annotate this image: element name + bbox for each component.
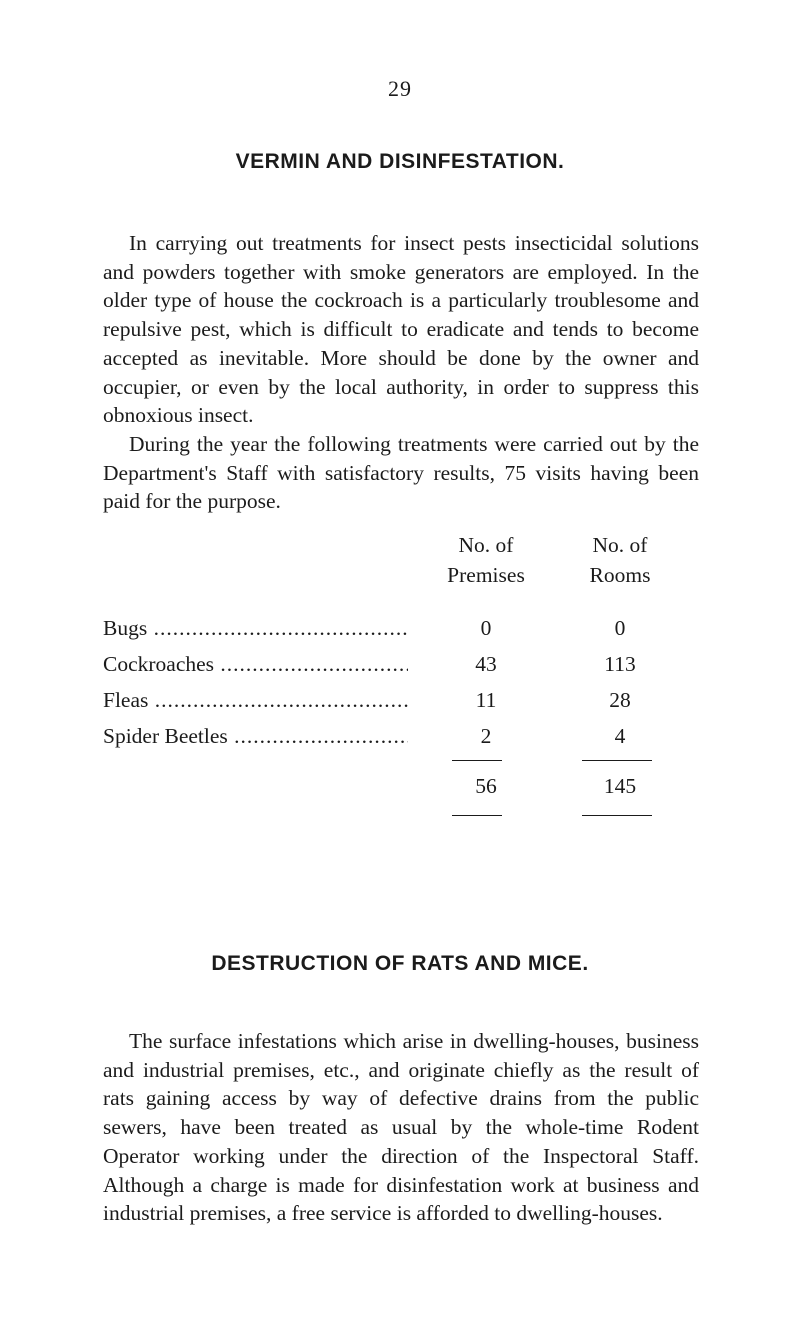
paragraph-treatments: During the year the following treatments were carried out by the Department's Staff with satisfactory results, 75 visits having been paid for the purpose.: [103, 432, 699, 514]
premises-value: 11: [475, 688, 497, 712]
paragraph-rats-mice: The surface infestations which arise in dwelling-houses, business and industrial premises, etc., and originate chiefly as the result of rats gaining access by way of defective drains from the public sewers, have been treated as usual by the whole-time Rodent Operator working under the direction of the Inspectoral Staff. Although a charge is made for disinfestation work at business and industrial premises, a free service is afforded to dwelling-houses.: [103, 1029, 699, 1226]
table-row: [103, 724, 699, 754]
row-label: Cockroaches .....: [103, 652, 408, 677]
table-total-row: [103, 774, 699, 804]
column-header-rooms: No. of Rooms: [589, 533, 651, 587]
column-header-premises: No. of Premises: [447, 533, 525, 587]
total-rule-premises-bottom: [452, 815, 502, 816]
total-premises: 56: [475, 774, 497, 798]
section-heading-vermin: VERMIN AND DISINFESTATION.: [235, 150, 565, 173]
premises-value: 0: [480, 616, 492, 640]
paragraph-insect-pests: In carrying out treatments for insect pests insecticidal solutions and powders together with smoke generators are employed. In the older type of house the cockroach is a particularly troublesome and repulsive pest, which is difficult to eradicate and tends to become accepted as inevitable. More should be done by the owner and occupier, or even by the local authority, in order to suppress this obnoxious insect.: [103, 231, 699, 428]
row-label: Bugs .....: [103, 616, 408, 641]
rooms-value: 28: [609, 688, 631, 712]
row-label: Spider Beetles .....: [103, 724, 408, 749]
row-label: Fleas .....: [103, 688, 408, 713]
premises-value: 2: [480, 724, 492, 748]
rooms-value: 0: [614, 616, 626, 640]
page-number: 29: [388, 76, 412, 101]
total-rule-premises-top: [452, 760, 502, 761]
table-row: [103, 652, 699, 682]
rooms-value: 113: [604, 652, 636, 676]
section-heading-rats: DESTRUCTION OF RATS AND MICE.: [211, 952, 589, 975]
total-rule-rooms-bottom: [582, 815, 652, 816]
total-rooms: 145: [603, 774, 637, 798]
rooms-value: 4: [614, 724, 626, 748]
table-row: [103, 688, 699, 718]
total-rule-rooms-top: [582, 760, 652, 761]
table-row: [103, 616, 699, 646]
premises-value: 43: [475, 652, 497, 676]
